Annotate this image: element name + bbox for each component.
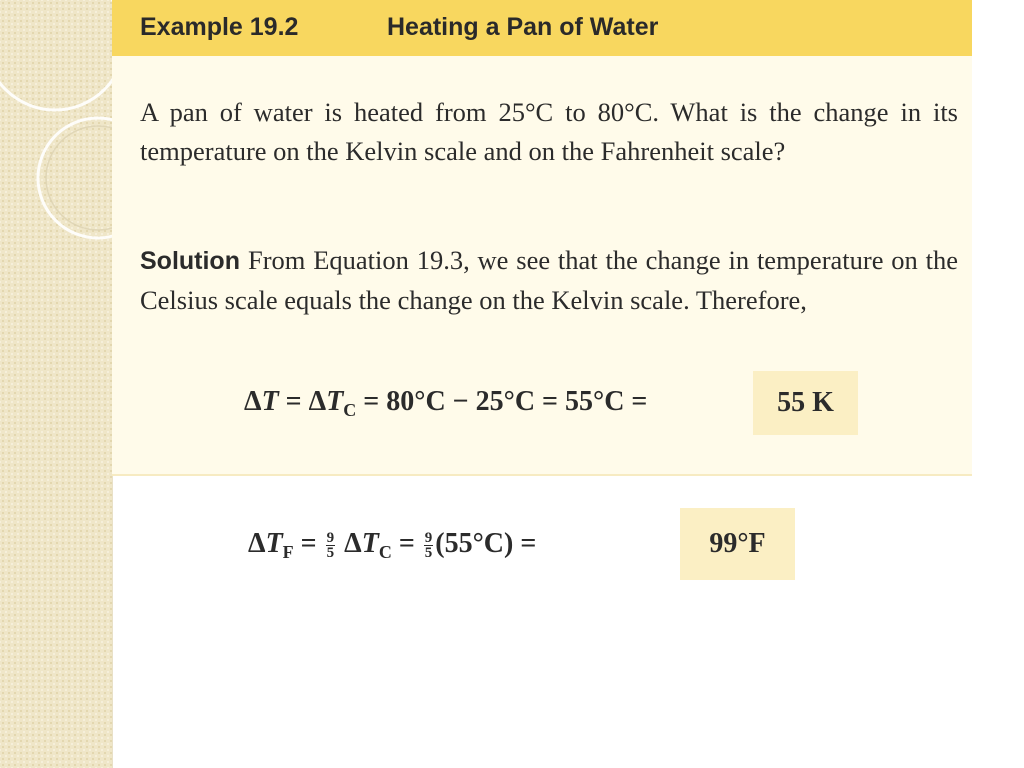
eq1-var-c: T — [326, 386, 344, 417]
solution-label: Solution — [140, 247, 240, 275]
eq2-sub-f: F — [282, 542, 294, 562]
frac2-numerator: 9 — [424, 530, 433, 547]
eq1-var: T — [261, 386, 279, 417]
eq2-sub-c: C — [378, 542, 392, 562]
example-title: Heating a Pan of Water — [387, 13, 659, 41]
solution-paragraph — [140, 241, 958, 319]
eq1-rhs: = 80°C − 25°C = 55°C = — [356, 386, 648, 417]
kelvin-answer-box: 55 K — [753, 371, 858, 435]
kelvin-equation — [244, 386, 647, 421]
eq2-delta: Δ — [248, 528, 266, 559]
fraction-nine-fifths-2 — [424, 531, 434, 560]
eq1-equals: = Δ — [278, 386, 327, 417]
eq2-equals-1: = — [293, 528, 324, 559]
eq1-delta: Δ — [244, 386, 262, 417]
frac-numerator: 9 — [326, 530, 335, 547]
eq1-sub-c: C — [343, 400, 357, 420]
solution-text: From Equation 19.3, we see that the change in temperature on the Celsius scale equals the change on the Kelvin scale. Therefore, — [140, 245, 958, 315]
frac2-denominator: 5 — [424, 545, 433, 562]
fahrenheit-answer-box: 99°F — [680, 508, 795, 580]
eq2-delta-2: Δ — [337, 528, 362, 559]
problem-statement: A pan of water is heated from 25°C to 80°C. What is the change in its temperature on the Kelvin scale and on the Fahrenheit scale? — [140, 97, 958, 166]
eq2-equals-2: = — [391, 528, 422, 559]
example-number: Example 19.2 — [140, 13, 299, 41]
fahrenheit-equation — [248, 528, 536, 563]
eq2-var: T — [265, 528, 283, 559]
fraction-nine-fifths — [326, 531, 336, 560]
example-header — [112, 0, 972, 56]
eq2-paren: (55°C) = — [435, 528, 537, 559]
frac-denominator: 5 — [326, 545, 335, 562]
eq2-var-c: T — [361, 528, 379, 559]
